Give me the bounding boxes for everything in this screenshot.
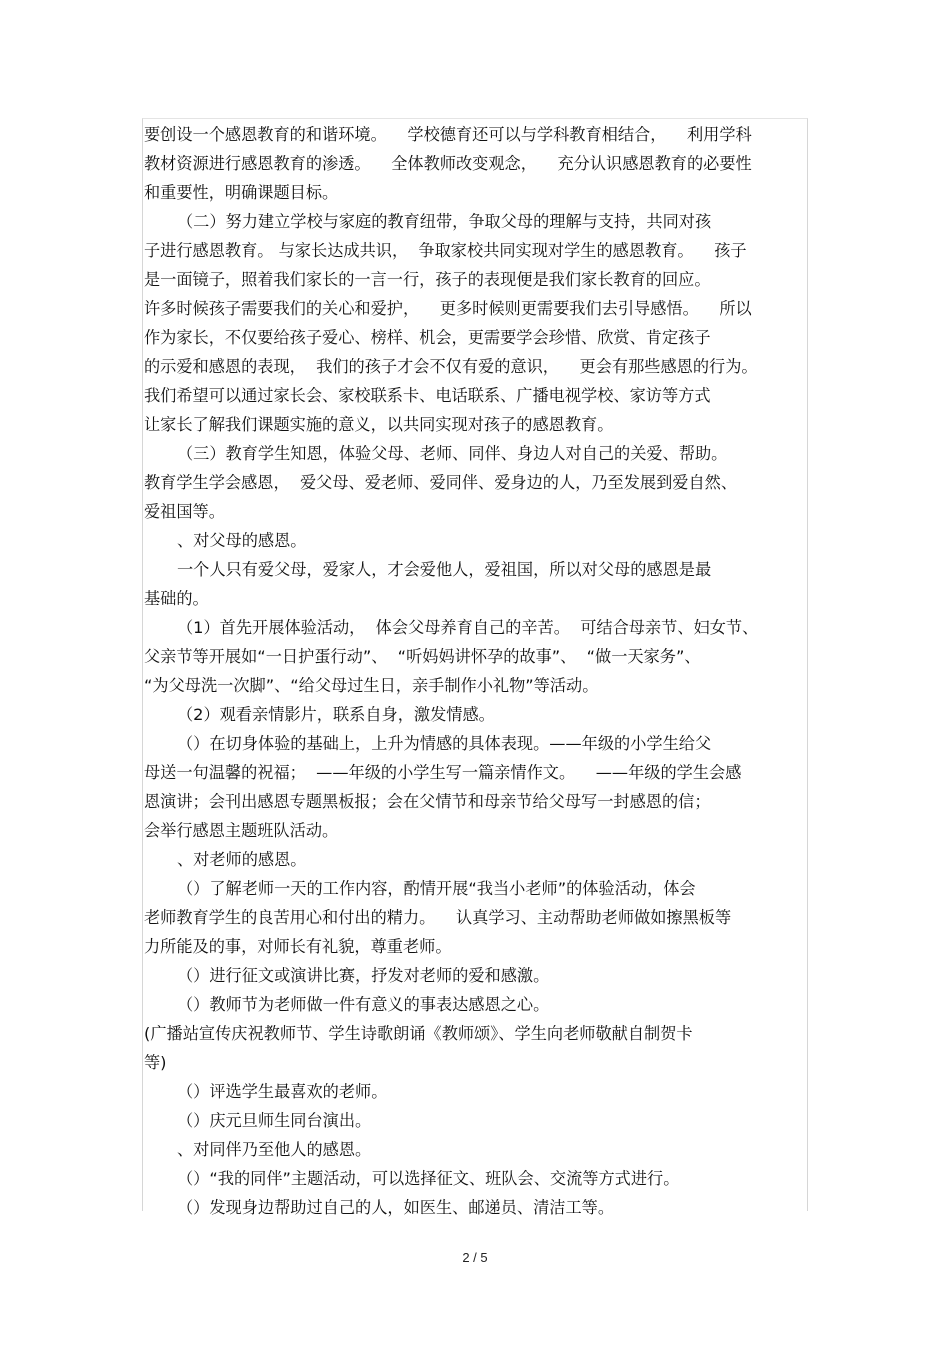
text-line: 子进行感恩教育。 与家长达成共识， 争取家校共同实现对学生的感恩教育。 孩子: [144, 241, 747, 260]
document-body: [144, 120, 808, 1222]
text-line: “为父母洗一次脚”、“给父母过生日，亲手制作小礼物”等活动。: [144, 676, 599, 695]
text-line: 、对父母的感恩。: [177, 531, 307, 550]
text-line: 力所能及的事，对师长有礼貌，尊重老师。: [144, 937, 452, 956]
text-line: （）发现身边帮助过自己的人，如医生、邮递员、清洁工等。: [177, 1198, 615, 1217]
text-line: 会举行感恩主题班队活动。: [144, 821, 339, 840]
text-line: 等): [144, 1053, 167, 1072]
text-line: 、对同伴乃至他人的感恩。: [177, 1140, 372, 1159]
text-line: 、对老师的感恩。: [177, 850, 307, 869]
text-line: 我们希望可以通过家长会、家校联系卡、电话联系、广播电视学校、家访等方式: [144, 386, 711, 405]
text-line: （）了解老师一天的工作内容，酌情开展“我当小老师”的体验活动，体会: [177, 879, 696, 898]
text-line: （）教师节为老师做一件有意义的事表达感恩之心。: [177, 995, 550, 1014]
text-line: 父亲节等开展如“一日护蛋行动”、 “听妈妈讲怀孕的故事”、 “做一天家务”、: [144, 647, 701, 666]
text-line: 教材资源进行感恩教育的渗透。 全体教师改变观念， 充分认识感恩教育的必要性: [144, 154, 752, 173]
text-line: 的示爱和感恩的表现， 我们的孩子才会不仅有爱的意识， 更会有那些感恩的行为。: [144, 357, 758, 376]
page-number: 2 / 5: [462, 1250, 488, 1265]
text-line: （）在切身体验的基础上，上升为情感的具体表现。——年级的小学生给父: [177, 734, 712, 753]
text-line: 教育学生学会感恩， 爱父母、爱老师、爱同伴、爱身边的人，乃至发展到爱自然、: [144, 473, 738, 492]
text-line: （）庆元旦师生同台演出。: [177, 1111, 372, 1130]
text-line: 恩演讲；会刊出感恩专题黑板报；会在父情节和母亲节给父母写一封感恩的信；: [144, 792, 711, 811]
text-line: (广播站宣传庆祝教师节、学生诗歌朗诵《教师颂》、学生向老师敬献自制贺卡: [144, 1024, 693, 1043]
text-line: 作为家长，不仅要给孩子爱心、榜样、机会，更需要学会珍惜、欣赏、肯定孩子: [144, 328, 711, 347]
text-line: （）评选学生最喜欢的老师。: [177, 1082, 388, 1101]
text-line: （）进行征文或演讲比赛，抒发对老师的爱和感激。: [177, 966, 550, 985]
text-line: 一个人只有爱父母，爱家人，才会爱他人，爱祖国，所以对父母的感恩是最: [177, 560, 712, 579]
text-line: （2）观看亲情影片，联系自身，激发情感。: [177, 705, 495, 724]
text-line: 母送一句温馨的祝福； ——年级的小学生写一篇亲情作文。 ——年级的学生会感: [144, 763, 742, 782]
text-line: （三）教育学生知恩，体验父母、老师、同伴、身边人对自己的关爱、帮助。: [177, 444, 728, 463]
text-line: （二）努力建立学校与家庭的教育纽带，争取父母的理解与支持，共同对孩: [177, 212, 712, 231]
text-line: 老师教育学生的良苦用心和付出的精力。 认真学习、主动帮助老师做如擦黑板等: [144, 908, 732, 927]
text-line: 是一面镜子，照着我们家长的一言一行，孩子的表现便是我们家长教育的回应。: [144, 270, 711, 289]
text-line: 要创设一个感恩教育的和谐环境。 学校德育还可以与学科教育相结合， 利用学科: [144, 125, 752, 144]
text-line: （）“我的同伴”主题活动，可以选择征文、班队会、交流等方式进行。: [177, 1169, 680, 1188]
text-line: 基础的。: [144, 589, 209, 608]
text-line: （1）首先开展体验活动， 体会父母养育自己的辛苦。 可结合母亲节、妇女节、: [177, 618, 759, 637]
text-line: 爱祖国等。: [144, 502, 225, 521]
text-line: 和重要性，明确课题目标。: [144, 183, 339, 202]
text-line: 许多时候孩子需要我们的关心和爱护， 更多时候则更需要我们去引导感悟。 所以: [144, 299, 752, 318]
text-line: 让家长了解我们课题实施的意义，以共同实现对孩子的感恩教育。: [144, 415, 614, 434]
